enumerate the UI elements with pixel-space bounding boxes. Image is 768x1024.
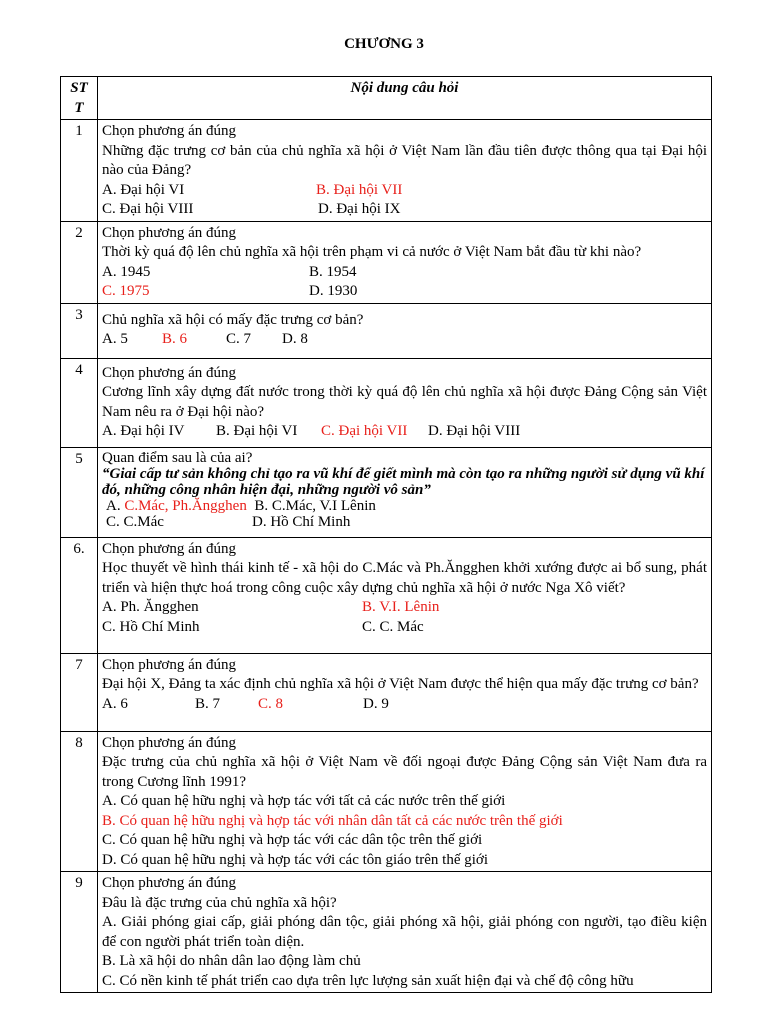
question-text: Đại hội X, Đảng ta xác định chủ nghĩa xã hội ở Việt Nam được thể hiện qua mấy đặc trưng cơ bản? [102,676,699,692]
question-instruction: Quan điểm sau là của ai? [102,449,253,466]
table-row [61,653,712,731]
option-c: C. Có nền kinh tế phát triển cao dựa trên lực lượng sản xuất hiện đại và chế độ công hữu [102,972,634,989]
option-c: C. Đại hội VIII [102,201,194,217]
question-cell [98,537,712,653]
question-text: Cương lĩnh xây dựng đất nước trong thời kỳ quá độ lên chủ nghĩa xã hội được Đảng Cộng sản Việt Nam nêu ra ở Đại hội nào? [102,384,707,420]
option-c: C. C.Mác [106,513,164,530]
option-b-correct: B. V.I. Lênin [362,599,440,615]
question-number: 3 [61,303,98,358]
question-number: 2 [61,221,98,303]
option-b-correct: B. Đại hội VII [316,181,403,198]
question-quote: “Giai cấp tư sản không chỉ tạo ra vũ khí để giết mình mà còn tạo ra những người sử dụng vũ khí đó, những công nhân hiện đại, những người vô sản” [102,465,705,498]
option-c: C. Hồ Chí Minh [102,618,200,635]
question-cell [98,303,712,358]
option-a: A. Đại hội IV [102,423,185,439]
question-cell [98,872,712,993]
option-row [102,330,707,350]
question-text: Những đặc trưng cơ bản của chủ nghĩa xã hội ở Việt Nam lần đầu tiên được thông qua tại Đại hội nào của Đảng? [102,142,707,178]
table-row [61,221,712,303]
table-row [61,120,712,222]
option-row [102,618,707,638]
question-cell [98,120,712,222]
option-b: B. C.Mác, V.I Lênin [254,497,376,514]
option-row [102,514,707,530]
option-d: D. 9 [363,695,389,712]
question-number: 1 [61,120,98,222]
question-instruction: Chọn phương án đúng [102,656,236,673]
option-b-correct: B. Có quan hệ hữu nghị và hợp tác với nhân dân tất cả các nước trên thế giới [102,812,563,829]
question-number: 8 [61,731,98,872]
option-d: D. Đại hội IX [318,201,401,217]
question-number: 6. [61,537,98,653]
option-a: A. Có quan hệ hữu nghị và hợp tác với tất cả các nước trên thế giới [102,793,506,809]
option-a: A. 6 [102,695,128,712]
table-row [61,537,712,653]
table-row [61,872,712,993]
question-instruction: Chọn phương án đúng [102,364,236,381]
table-header-row [61,77,712,120]
option-row [102,598,707,618]
option-row [102,498,707,514]
question-cell [98,653,712,731]
option-b: B. 1954 [309,263,357,280]
option-a-correct: C.Mác, Ph.Ăngghen [124,497,247,514]
option-d: D. 1930 [309,283,358,299]
option-row [102,181,707,201]
option-a: A. Đại hội VI [102,181,185,198]
question-text: Học thuyết về hình thái kinh tế - xã hội do C.Mác và Ph.Ăngghen khởi xướng được ai bổ sung, phát triển và hiện thực hoá trong công cuộc xây dựng chủ nghĩa xã hội ở nước Nga Xô viết? [102,560,707,596]
question-number: 7 [61,653,98,731]
option-row [102,200,707,220]
option-c: C. 7 [226,331,252,347]
option-b: B. Là xã hội do nhân dân lao động làm chủ [102,953,361,969]
option-a: A. 5 [102,331,128,347]
question-cell [98,358,712,447]
option-row [102,263,707,283]
option-c-correct: C. 1975 [102,283,150,299]
table-row [61,447,712,537]
stt-header: STT [61,77,98,120]
option-a: A. Ph. Ăngghen [102,599,199,615]
table-row [61,731,712,872]
option-b: B. Đại hội VI [216,423,298,439]
option-c-correct: C. 8 [258,695,284,712]
chapter-title: CHƯƠNG 3 [344,36,424,52]
question-instruction: Chọn phương án đúng [102,875,236,891]
option-a: A. Giải phóng giai cấp, giải phóng dân tộc, giải phóng xã hội, giải phóng con người, tạo điều kiện để con người phát triển toàn diện. [102,914,707,950]
question-instruction: Chọn phương án đúng [102,734,236,751]
question-text: Chủ nghĩa xã hội có mấy đặc trưng cơ bản? [102,311,364,328]
question-number: 4 [61,358,98,447]
question-text: Đặc trưng của chủ nghĩa xã hội ở Việt Nam về đối ngoại được Đảng Cộng sản Việt Nam đưa ra trong Cương lĩnh 1991? [102,754,707,790]
question-number: 5 [61,447,98,537]
option-row [102,695,707,715]
question-cell [98,221,712,303]
question-instruction: Chọn phương án đúng [102,123,236,139]
option-row [102,282,707,302]
option-d: D. Đại hội VIII [428,423,521,439]
question-text: Thời kỳ quá độ lên chủ nghĩa xã hội trên phạm vi cả nước ở Việt Nam bắt đầu từ khi nào? [102,244,642,260]
question-cell [98,731,712,872]
question-table [60,76,712,993]
content-header: Nội dung câu hỏi [98,77,712,120]
question-number: 9 [61,872,98,993]
table-row [61,358,712,447]
option-b: B. 7 [195,695,221,712]
question-instruction: Chọn phương án đúng [102,224,236,241]
question-text: Đâu là đặc trưng của chủ nghĩa xã hội? [102,894,337,911]
table-row [61,303,712,358]
option-d: D. 8 [282,331,308,347]
option-a: A. 1945 [102,263,151,280]
option-d: C. C. Mác [362,618,424,635]
option-c-correct: C. Đại hội VII [321,423,408,439]
option-a-prefix: A. [106,497,121,514]
option-c: C. Có quan hệ hữu nghị và hợp tác với các dân tộc trên thế giới [102,832,483,848]
option-b-correct: B. 6 [162,331,188,347]
option-d: D. Có quan hệ hữu nghị và hợp tác với các tôn giáo trên thế giới [102,851,489,868]
question-instruction: Chọn phương án đúng [102,540,236,557]
option-d: D. Hồ Chí Minh [252,513,351,530]
question-cell [98,447,712,537]
option-row [102,422,707,442]
